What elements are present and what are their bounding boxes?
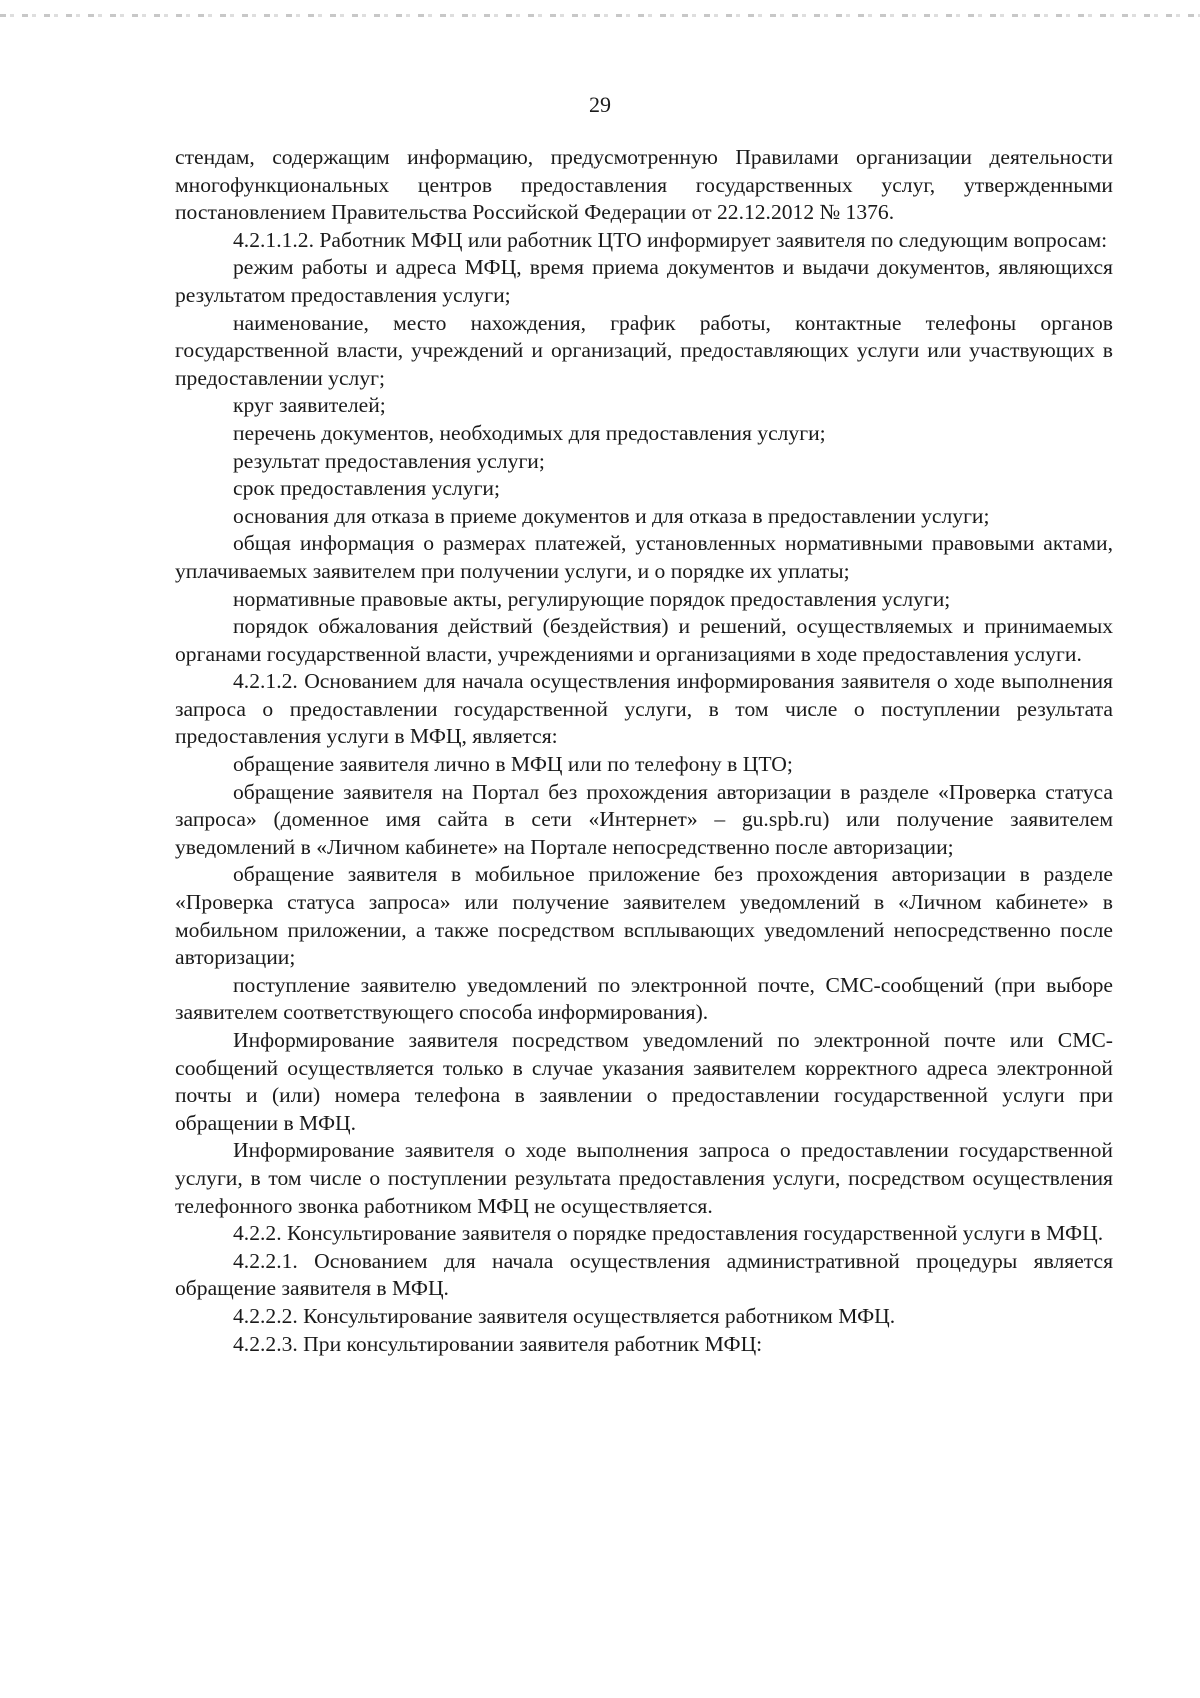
scan-edge-artifact: [0, 14, 1200, 17]
list-item-payments: общая информация о размерах платежей, установленных нормативными правовыми актами, уплачиваемых заявителем при получении услуги, и о порядке их уплаты;: [175, 531, 1113, 583]
list-item-refusal-grounds: основания для отказа в приеме документов и для отказа в предоставлении услуги;: [233, 503, 990, 528]
list-item-result: результат предоставления услуги;: [233, 448, 545, 473]
paragraph-4-2-2-1: 4.2.2.1. Основанием для начала осуществления административной процедуры является обращение заявителя в МФЦ.: [175, 1248, 1113, 1301]
paragraph-4-2-1-2: 4.2.1.2. Основанием для начала осуществления информирования заявителя о ходе выполнения запроса о предоставлении государственной услуги, в том числе о поступлении результата предоставления услуги в МФЦ, является:: [175, 669, 1113, 749]
list-item-appeal: порядок обжалования действий (бездействия) и решений, осуществляемых и принимаемых органами государственной власти, учреждениями и организациями в ходе предоставления услуги.: [175, 614, 1113, 666]
list-item-mobile-app: обращение заявителя в мобильное приложение без прохождения авторизации в разделе «Проверка статуса запроса» или получение заявителем уведомлений в «Личном кабинете» в мобильном приложении, а также посредством всплывающих уведомлений непосредственно после авторизации;: [175, 862, 1113, 970]
paragraph-no-phone-calls: Информирование заявителя о ходе выполнения запроса о предоставлении государственной услуги, в том числе о поступлении результата предоставления услуги, посредством осуществления телефонного звонка работником МФЦ не осуществляется.: [175, 1138, 1113, 1218]
paragraph-notification-conditions: Информирование заявителя посредством уведомлений по электронной почте или СМС-сообщений осуществляется только в случае указания заявителем корректного адреса электронной почты и (или) номера телефона в заявлении о предоставлении государственной услуги при обращении в МФЦ.: [175, 1028, 1113, 1135]
paragraph-4-2-2: 4.2.2. Консультирование заявителя о порядке предоставления государственной услуги в МФЦ.: [233, 1221, 1104, 1246]
list-item-legal-acts: нормативные правовые акты, регулирующие порядок предоставления услуги;: [233, 586, 951, 611]
list-item-personal-visit: обращение заявителя лично в МФЦ или по телефону в ЦТО;: [233, 752, 793, 777]
list-item-portal: обращение заявителя на Портал без прохождения авторизации в разделе «Проверка статуса запроса» (доменное имя сайта в сети «Интернет» – gu.spb.ru) или получение заявителем уведомлений в «Личном кабинете» на Портале непосредственно после авторизации;: [175, 779, 1113, 859]
paragraph-4-2-1-1-2: 4.2.1.1.2. Работник МФЦ или работник ЦТО информирует заявителя по следующим вопросам:: [233, 227, 1108, 252]
list-item-applicants: круг заявителей;: [233, 393, 386, 418]
list-item-work-schedule: режим работы и адреса МФЦ, время приема документов и выдачи документов, являющихся результатом предоставления услуги;: [175, 255, 1113, 307]
list-item-email-sms: поступление заявителю уведомлений по электронной почте, СМС-сообщений (при выборе заявителем соответствующего способа информирования).: [175, 972, 1113, 1025]
list-item-authorities-contacts: наименование, место нахождения, график работы, контактные телефоны органов государственной власти, учреждений и организаций, предоставляющих услуги или участвующих в предоставлении услуг;: [175, 310, 1113, 390]
paragraph-4-2-2-2: 4.2.2.2. Консультирование заявителя осуществляется работником МФЦ.: [233, 1303, 896, 1328]
paragraph-4-2-2-3: 4.2.2.3. При консультировании заявителя работник МФЦ:: [233, 1331, 763, 1356]
page-number: 29: [589, 92, 611, 117]
document-body: [175, 144, 1113, 1358]
paragraph-stands-info: стендам, содержащим информацию, предусмотренную Правилами организации деятельности многофункциональных центров предоставления государственных услуг, утвержденными постановлением Правительства Российской Федерации от 22.12.2012 № 1376.: [175, 145, 1113, 225]
list-item-term: срок предоставления услуги;: [233, 476, 500, 501]
list-item-documents: перечень документов, необходимых для предоставления услуги;: [233, 420, 826, 445]
